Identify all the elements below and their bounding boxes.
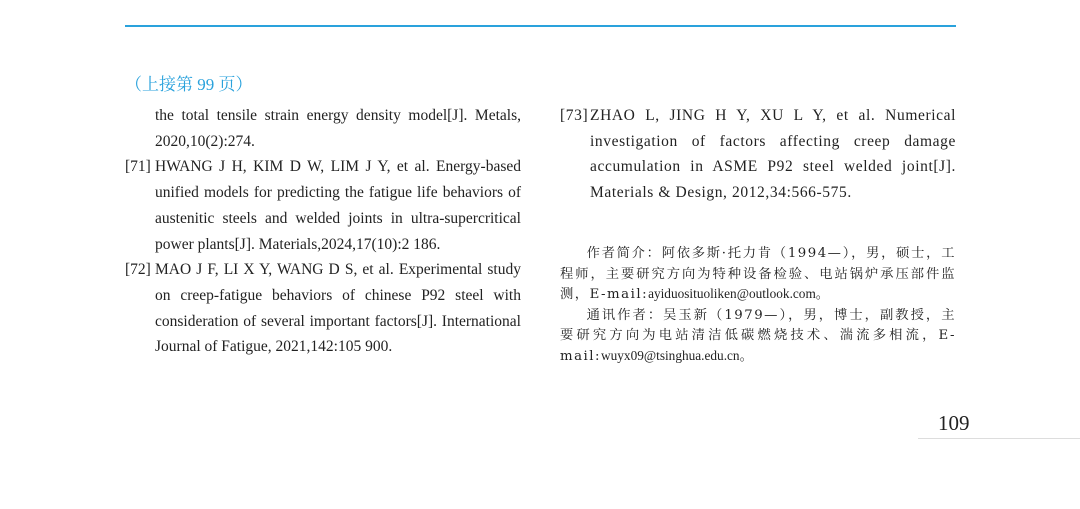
reference-continued: [125, 103, 521, 154]
author-bio-corresponding: [560, 305, 956, 367]
page-number: 109: [938, 411, 970, 435]
reference-73: [560, 103, 956, 206]
author2-bio-text: 通讯作者：吴玉新（1979—），男，博士，副教授，主要研究方向为电站清洁低碳燃烧技术、湍流多相流，E-mail:: [560, 307, 956, 364]
reference-text: MAO J F, LI X Y, WANG D S, et al. Experimental study on creep-fatigue behaviors of chinese P92 steel with consideration of several important factors[J]. International Journal of Fatigue, 2021,142:105 900.: [155, 261, 521, 356]
reference-number: [72]: [125, 261, 151, 279]
reference-number: [71]: [125, 158, 151, 176]
references-left-column: [125, 103, 521, 360]
continued-from-note: （上接第 99 页）: [125, 75, 253, 94]
reference-text: the total tensile strain energy density model[J]. Metals, 2020,10(2):274.: [155, 107, 521, 150]
author2-email: wuyx09@tsinghua.edu.cn。: [601, 347, 753, 363]
footer-rule: [918, 438, 1080, 439]
header-rule: [125, 25, 956, 27]
references-right-column: [560, 103, 956, 206]
reference-71: [125, 154, 521, 257]
reference-text: HWANG J H, KIM D W, LIM J Y, et al. Energy-based unified models for predicting the fatigue life behaviors of austenitic steels and welded joints in ultra-supercritical power plants[J]. Materials,2024,17(10):2 186.: [155, 158, 521, 253]
reference-72: [125, 257, 521, 360]
reference-text: ZHAO L, JING H Y, XU L Y, et al. Numerical investigation of factors affecting creep damage accumulation in ASME P92 steel welded joint[J]. Materials & Design, 2012,34:566-575.: [590, 107, 956, 202]
reference-number: [73]: [560, 107, 589, 124]
author1-bio-text: 作者简介：阿依多斯·托力肯（1994—），男，硕士，工程师，主要研究方向为特种设备检验、电站锅炉承压部件监测，E-mail:: [560, 246, 956, 302]
author-bio: [560, 243, 956, 366]
author1-email: ayiduosituoliken@outlook.com。: [648, 286, 830, 301]
author-bio-first: [560, 243, 956, 305]
